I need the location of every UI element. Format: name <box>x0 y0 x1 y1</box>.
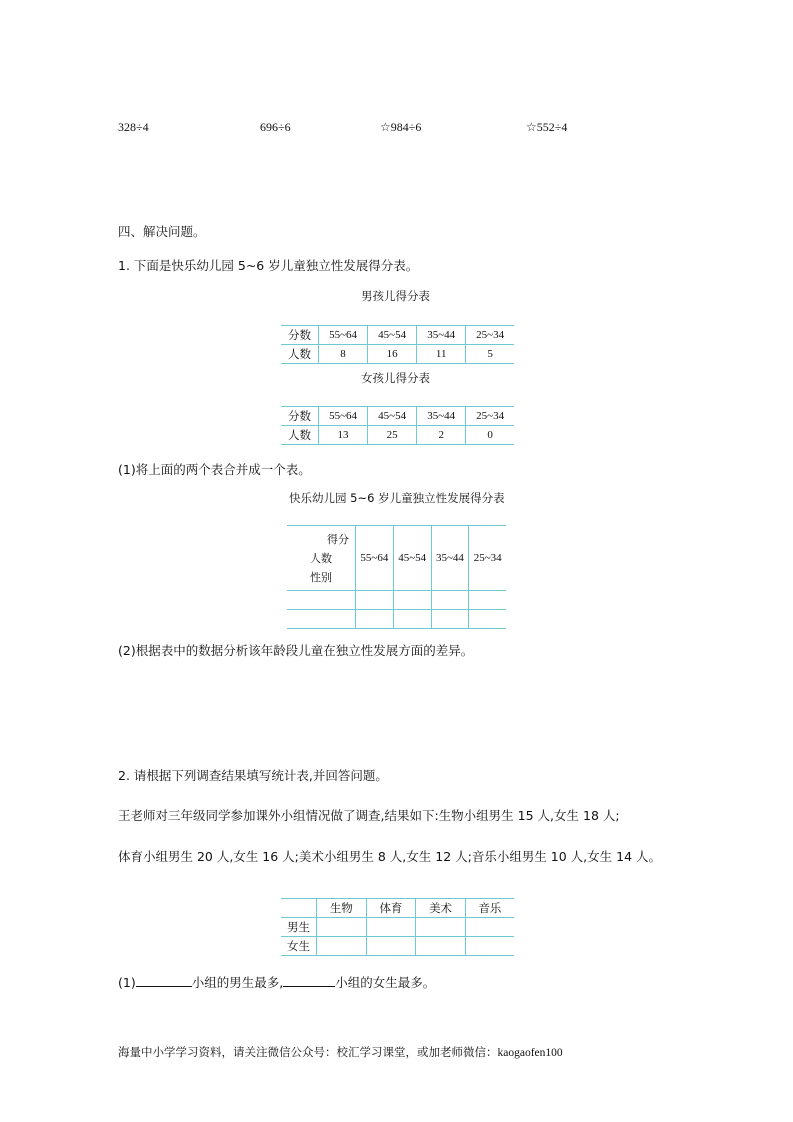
count-cell: 8 <box>319 345 368 364</box>
division-problem-3: ☆984÷6 <box>380 120 422 134</box>
count-cell: 25 <box>368 426 417 445</box>
blank-cell[interactable] <box>416 918 466 937</box>
answer-blank-1[interactable] <box>136 974 192 987</box>
q2-sub1 <box>118 973 435 991</box>
blank-cell[interactable] <box>287 591 356 610</box>
blank-cell[interactable] <box>287 610 356 629</box>
range-cell: 35~44 <box>417 326 466 345</box>
count-label: 人数 <box>281 345 319 364</box>
diagonal-header <box>287 526 356 591</box>
blank-cell[interactable] <box>356 591 394 610</box>
row-label-girls: 女生 <box>281 937 317 956</box>
q1-sub2: (2)根据表中的数据分析该年龄段儿童在独立性发展方面的差异。 <box>118 643 474 658</box>
blank-cell[interactable] <box>469 591 506 610</box>
count-cell: 16 <box>368 345 417 364</box>
q2-line1: 王老师对三年级同学参加课外小组情况做了调查,结果如下:生物小组男生 15 人,女生 18 人; <box>118 808 620 823</box>
blank-cell[interactable] <box>431 591 469 610</box>
boys-score-table <box>281 325 514 364</box>
blank-cell[interactable] <box>317 937 367 956</box>
blank-cell[interactable] <box>465 937 514 956</box>
blank-cell[interactable] <box>393 591 431 610</box>
count-cell: 2 <box>417 426 466 445</box>
answer-blank-2[interactable] <box>283 974 335 987</box>
boys-table-title: 男孩儿得分表 <box>361 289 430 303</box>
q2-sub1-prefix: (1) <box>118 975 136 990</box>
count-cell: 5 <box>466 345 514 364</box>
footer-note: 海量中小学学习资料，请关注微信公众号：校汇学习课堂，或加老师微信：kaogaofen100 <box>118 1047 563 1059</box>
range-cell: 55~64 <box>319 326 368 345</box>
blank-cell[interactable] <box>469 610 506 629</box>
range-cell: 35~44 <box>431 526 469 591</box>
club-table <box>281 898 514 956</box>
count-cell: 11 <box>417 345 466 364</box>
row-label-boys: 男生 <box>281 918 317 937</box>
blank-cell[interactable] <box>393 610 431 629</box>
score-label: 分数 <box>281 326 319 345</box>
range-cell: 55~64 <box>356 526 394 591</box>
q2-prompt: 2. 请根据下列调查结果填写统计表,并回答问题。 <box>118 768 388 783</box>
blank-cell[interactable] <box>416 937 466 956</box>
range-cell: 45~54 <box>393 526 431 591</box>
range-cell: 45~54 <box>368 407 417 426</box>
corner-count: 人数 <box>310 551 332 565</box>
count-cell: 0 <box>466 426 514 445</box>
club-column-header: 生物 <box>317 899 367 918</box>
girls-score-table <box>281 406 514 445</box>
division-problem-1: 328÷4 <box>118 120 149 134</box>
score-label: 分数 <box>281 407 319 426</box>
blank-cell[interactable] <box>356 610 394 629</box>
section-heading: 四、解决问题。 <box>118 225 206 239</box>
blank-cell[interactable] <box>431 610 469 629</box>
count-label: 人数 <box>281 426 319 445</box>
girls-table-title: 女孩儿得分表 <box>361 371 430 385</box>
range-cell: 25~34 <box>466 326 514 345</box>
q2-sub1-mid: 小组的男生最多, <box>191 975 284 990</box>
q1-sub1: (1)将上面的两个表合并成一个表。 <box>118 462 311 477</box>
range-cell: 25~34 <box>466 407 514 426</box>
q2-sub1-end: 小组的女生最多。 <box>335 975 436 990</box>
club-column-header: 美术 <box>416 899 466 918</box>
blank-cell[interactable] <box>465 918 514 937</box>
range-cell: 35~44 <box>417 407 466 426</box>
blank-cell[interactable] <box>317 918 367 937</box>
range-cell: 55~64 <box>319 407 368 426</box>
club-column-header: 体育 <box>366 899 416 918</box>
blank-cell[interactable] <box>366 937 416 956</box>
blank-cell[interactable] <box>366 918 416 937</box>
q1-prompt: 1. 下面是快乐幼儿园 5~6 岁儿童独立性发展得分表。 <box>118 258 419 273</box>
club-column-header: 音乐 <box>465 899 514 918</box>
corner-gender: 性别 <box>310 570 332 584</box>
division-problem-2: 696÷6 <box>260 120 291 134</box>
corner-score: 得分 <box>327 532 349 546</box>
range-cell: 45~54 <box>368 326 417 345</box>
combined-table <box>287 525 506 629</box>
q2-line2: 体育小组男生 20 人,女生 16 人;美术小组男生 8 人,女生 12 人;音乐小组男生 10 人,女生 14 人。 <box>118 849 662 864</box>
corner-cell <box>281 899 317 918</box>
count-cell: 13 <box>319 426 368 445</box>
range-cell: 25~34 <box>469 526 506 591</box>
combined-table-title: 快乐幼儿园 5~6 岁儿童独立性发展得分表 <box>289 491 505 505</box>
division-problem-4: ☆552÷4 <box>526 120 568 134</box>
